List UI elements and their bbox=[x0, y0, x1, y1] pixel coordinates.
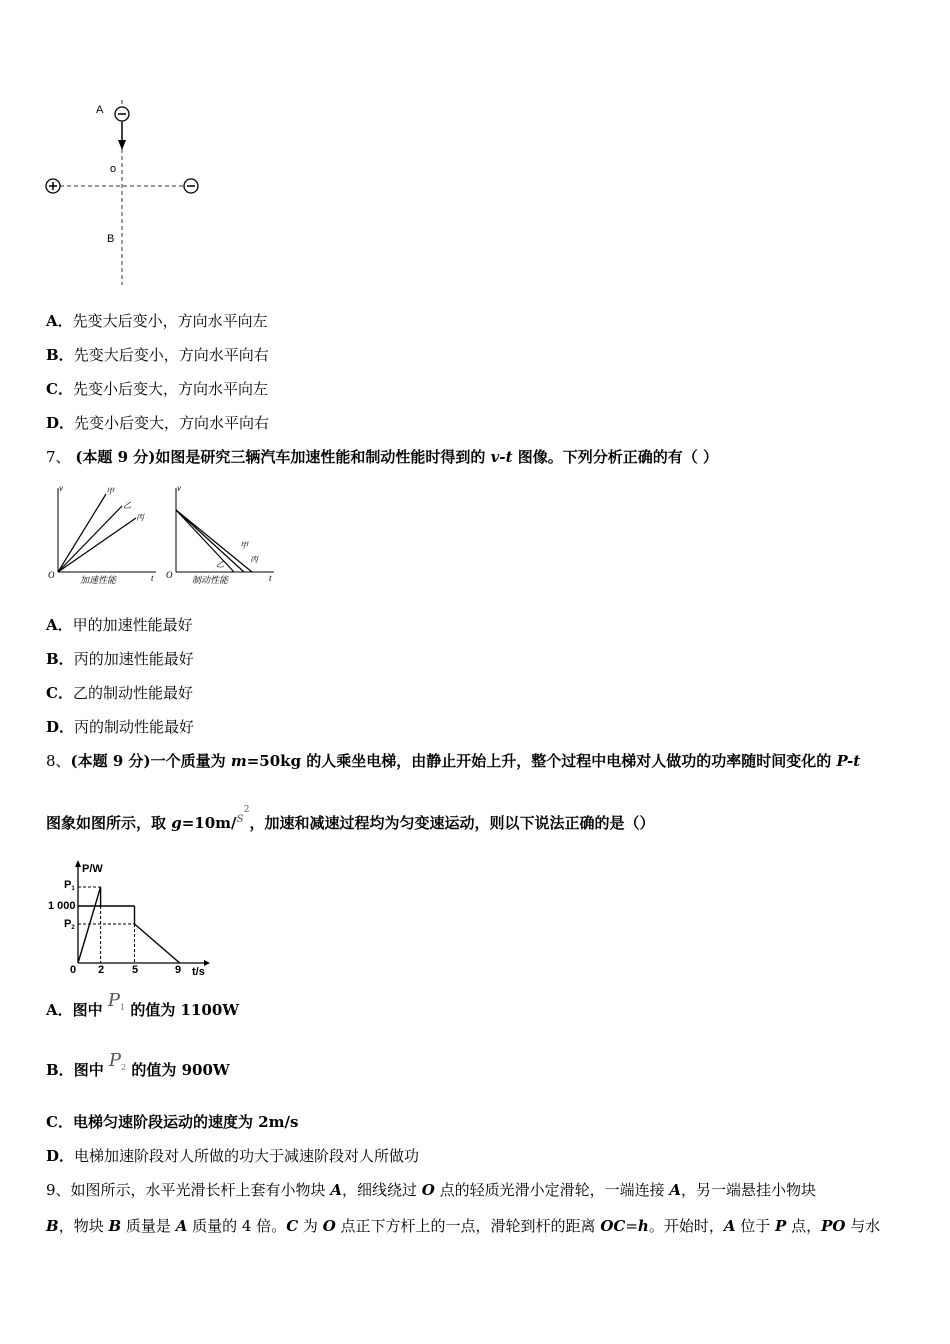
origin-label: O bbox=[48, 570, 55, 580]
chart-caption: 加速性能 bbox=[80, 575, 117, 585]
text-segment: ，物块 bbox=[58, 1217, 109, 1235]
accel-line-jia bbox=[58, 494, 106, 572]
q7-option-b: B．丙的加速性能最好 bbox=[46, 650, 194, 668]
line-label-jia: 甲 bbox=[106, 487, 114, 496]
q6-option-d: D．先变小后变大，方向水平向右 bbox=[46, 414, 270, 432]
q6-option-b: B．先变大后变小，方向水平向右 bbox=[46, 346, 269, 364]
pt-x-label: t/s bbox=[192, 966, 205, 978]
text-segment: OC bbox=[600, 1217, 626, 1235]
brake-line-yi bbox=[176, 510, 234, 572]
pt-tick-p2: P2 bbox=[64, 918, 75, 931]
vt-chart-braking bbox=[162, 482, 282, 587]
text-segment: O bbox=[421, 1181, 435, 1199]
line-label-bing: 丙 bbox=[136, 513, 144, 522]
pt-origin: 0 bbox=[70, 964, 77, 976]
q8-stem-line1: 8、(本题 9 分)一个质量为 m=50kg 的人乘坐电梯，由静止开始上升，整个过程中电梯对人做功的功率随时间变化的 P-t bbox=[46, 752, 861, 770]
text-segment: B bbox=[108, 1217, 122, 1235]
q8-option-c: C．电梯匀速阶段运动的速度为 2m/s bbox=[46, 1113, 299, 1131]
axis-t-label: t bbox=[151, 573, 154, 583]
pt-ramp-up bbox=[78, 887, 101, 963]
text-segment: C bbox=[286, 1217, 299, 1235]
q8-stem-line2: 图象如图所示，取 $g=10m/s^2$，加速和减速过程均为匀变速运动，则以下说法正确的是（） bbox=[46, 805, 655, 832]
q7-option-c: C．乙的制动性能最好 bbox=[46, 684, 193, 702]
pt-y-label: P/W bbox=[82, 863, 103, 875]
q7-option-a: A．甲的加速性能最好 bbox=[46, 616, 193, 634]
q6-option-c: C．先变小后变大，方向水平向左 bbox=[46, 380, 268, 398]
label-o: o bbox=[110, 163, 117, 175]
axis-v-label: v bbox=[177, 483, 181, 493]
text-segment: A bbox=[723, 1217, 736, 1235]
pt-tick-p1: P1 bbox=[64, 879, 75, 892]
axis-v-label: v bbox=[59, 483, 63, 493]
label-b: B bbox=[107, 233, 115, 245]
pt-tick-1000: 1 000 bbox=[48, 900, 76, 912]
label-a: A bbox=[96, 104, 104, 116]
brake-line-jia bbox=[176, 510, 244, 572]
q8-option-b: B．图中 $P^2$ 的值为 900W bbox=[46, 1050, 230, 1079]
text-segment: 。开始时， bbox=[648, 1217, 724, 1235]
chart-caption: 制动性能 bbox=[192, 575, 229, 585]
text-segment: ，另一端悬挂小物块 bbox=[681, 1181, 817, 1199]
q8-option-a: A．图中 $P^1$ 的值为 1100W bbox=[46, 990, 240, 1019]
text-segment: 点的轻质光滑小定滑轮，一端连接 bbox=[434, 1181, 670, 1199]
line-label-jia: 甲 bbox=[240, 541, 248, 550]
text-segment: h bbox=[637, 1217, 649, 1235]
vt-chart-acceleration bbox=[44, 482, 164, 587]
line-label-yi: 乙 bbox=[123, 501, 131, 510]
pt-tick-9: 9 bbox=[175, 964, 182, 976]
text-segment: B bbox=[46, 1217, 59, 1235]
accel-line-bing bbox=[58, 518, 136, 572]
text-segment: A bbox=[669, 1181, 682, 1199]
line-label-bing: 丙 bbox=[250, 555, 258, 564]
text-segment: = bbox=[625, 1217, 638, 1235]
text-segment: 质量是 bbox=[121, 1217, 176, 1235]
accel-line-yi bbox=[58, 506, 122, 572]
line-label-yi: 乙 bbox=[216, 560, 224, 569]
text-segment: 点， bbox=[786, 1217, 822, 1235]
text-segment: P bbox=[775, 1217, 787, 1235]
q7-stem: 7、 (本题 9 分)如图是研究三辆汽车加速性能和制动性能时得到的 v-t 图像。下列分析正确的有（ ） bbox=[46, 448, 718, 466]
text-segment: 质量的 4 倍。 bbox=[187, 1217, 287, 1235]
pt-tick-5: 5 bbox=[132, 964, 139, 976]
axis-t-label: t bbox=[269, 573, 272, 583]
text-segment: 点正下方杆上的一点，滑轮到杆的距离 bbox=[335, 1217, 601, 1235]
origin-label: O bbox=[166, 570, 173, 580]
q9-stem-line2 bbox=[46, 1216, 880, 1236]
text-segment: 如图所示，水平光滑长杆上套有小物块 bbox=[70, 1181, 331, 1199]
text-segment: A bbox=[330, 1181, 342, 1199]
text-segment: O bbox=[322, 1217, 336, 1235]
charge-diagram bbox=[40, 95, 210, 290]
text-segment: 位于 bbox=[735, 1217, 776, 1235]
pt-tick-2: 2 bbox=[98, 964, 105, 976]
text-segment: 与水 bbox=[845, 1217, 881, 1235]
pt-ramp-down bbox=[135, 924, 180, 963]
text-segment: PO bbox=[821, 1217, 846, 1235]
q8-option-d: D．电梯加速阶段对人所做的功大于减速阶段对人所做功 bbox=[46, 1147, 420, 1165]
pt-chart bbox=[44, 856, 214, 978]
q9-stem-line1: 9、如图所示，水平光滑长杆上套有小物块 A，细线绕过 O 点的轻质光滑小定滑轮，一端连接 A，另一端悬挂小物块 bbox=[46, 1181, 817, 1199]
text-segment: ，细线绕过 bbox=[341, 1181, 422, 1199]
q7-option-d: D．丙的制动性能最好 bbox=[46, 718, 195, 736]
pt-axes bbox=[75, 860, 210, 966]
text-segment: A bbox=[175, 1217, 188, 1235]
q6-option-a: A．先变大后变小，方向水平向左 bbox=[46, 312, 268, 330]
text-segment: 为 bbox=[298, 1217, 323, 1235]
